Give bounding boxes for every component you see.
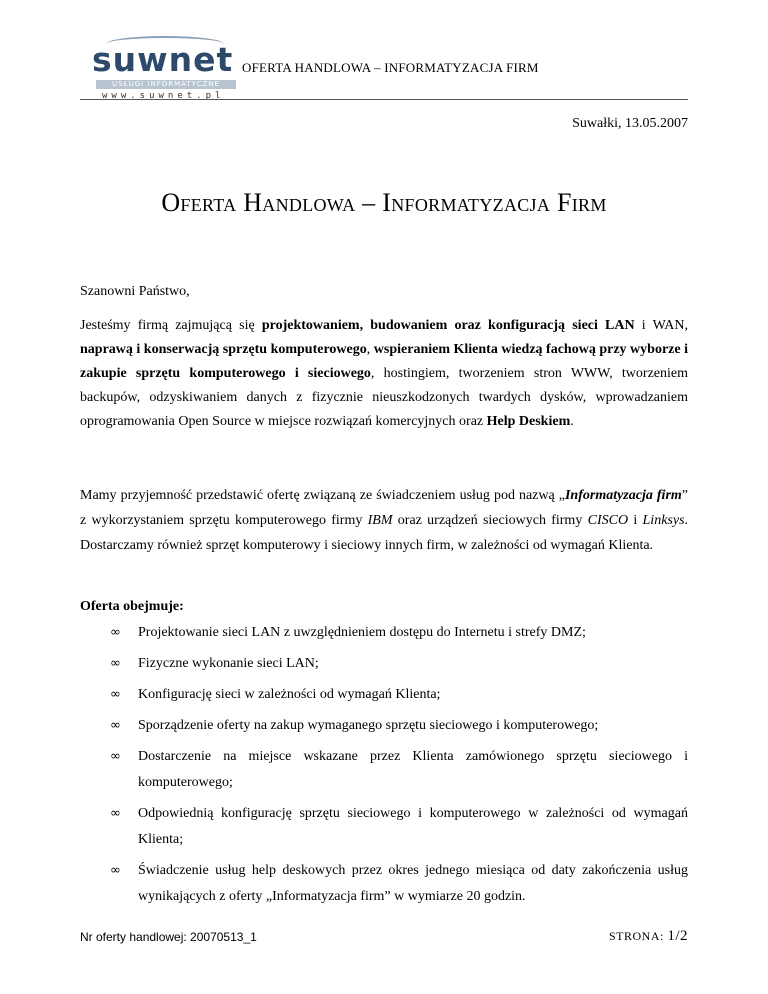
offer-description-paragraph	[80, 483, 688, 558]
offer-number: Nr oferty handlowej: 20070513_1	[80, 930, 257, 944]
document-date: Suwałki, 13.05.2007	[572, 116, 688, 131]
emphasized-text: IBM	[367, 513, 393, 528]
logo-wordmark: suwnet	[92, 42, 233, 78]
text-run: .	[570, 414, 574, 429]
emphasized-text: Help Deskiem	[486, 414, 571, 429]
text-run: Mamy przyjemność przedstawić ofertę związaną ze świadczeniem usług pod nazwą „	[80, 488, 565, 503]
intro-paragraph	[80, 314, 688, 434]
text-run: i WAN,	[634, 318, 688, 333]
text-run: oraz urządzeń sieciowych firmy	[392, 513, 588, 528]
emphasized-text: Linksys	[642, 513, 685, 528]
list-item: ∞ Świadczenie usług help deskowych przez okres jednego miesiąca od daty zakończenia usług wynikających z oferty „Informatyzacja firm” w wymiarze 20 godzin.	[80, 858, 688, 910]
emphasized-text: projektowaniem, budowaniem oraz konfiguracją sieci LAN	[261, 318, 635, 333]
text-run: ,	[366, 342, 374, 357]
logo-url: www.suwnet.pl	[102, 91, 225, 101]
infinity-bullet-icon: ∞	[110, 749, 121, 764]
page-indicator	[609, 928, 688, 945]
company-logo	[92, 40, 252, 101]
text-run: Jesteśmy firmą zajmującą się	[80, 318, 262, 333]
text-run: i	[628, 513, 643, 528]
list-item: ∞ Konfigurację sieci w zależności od wymagań Klienta;	[80, 682, 688, 708]
logo-arc-icon	[106, 36, 224, 52]
header-divider	[80, 99, 688, 100]
page-label: STRONA:	[608, 929, 664, 943]
list-item: ∞ Sporządzenie oferty na zakup wymaganego sprzętu sieciowego i komputerowego;	[80, 713, 688, 739]
page-header	[80, 38, 688, 100]
emphasized-text: wspieraniem Klienta wiedzą fachową przy wyborze i zakupie sprzętu komputerowego i sieciowego	[80, 342, 688, 381]
infinity-bullet-icon: ∞	[110, 806, 121, 821]
list-item: ∞ Fizyczne wykonanie sieci LAN;	[80, 651, 688, 677]
offer-list	[80, 620, 688, 915]
document-title: Oferta Handlowa – Informatyzacja Firm	[161, 188, 607, 217]
text-run: ” z wykorzystaniem sprzętu komputerowego firmy	[80, 488, 688, 528]
logo-subtitle: USŁUGI INFORMATYCZNE	[96, 80, 236, 89]
infinity-bullet-icon: ∞	[110, 863, 121, 878]
emphasized-text: Informatyzacja firm	[564, 488, 682, 503]
salutation: Szanowni Państwo,	[80, 284, 190, 299]
infinity-bullet-icon: ∞	[110, 625, 121, 640]
page-number: 1/2	[667, 928, 688, 944]
emphasized-text: CISCO	[587, 513, 629, 528]
offer-heading: Oferta obejmuje:	[80, 599, 184, 614]
text-run: . Dostarczamy również sprzęt komputerowy i sieciowy innych firm, w zależności od wymagań Klienta.	[80, 513, 689, 553]
infinity-bullet-icon: ∞	[110, 687, 121, 702]
list-item: ∞ Odpowiednią konfigurację sprzętu sieciowego i komputerowego w zależności od wymagań Klienta;	[80, 801, 688, 853]
emphasized-text: naprawą i konserwacją sprzętu komputerowego	[80, 342, 367, 357]
infinity-bullet-icon: ∞	[110, 656, 121, 671]
text-run: , hostingiem, tworzeniem stron WWW, tworzeniem backupów, odzyskiwaniem danych z fizycznie nieuszkodzonych twardych dysków, wprowadzaniem oprogramowania Open Source w miejsce rozwiązań komercyjnych oraz	[80, 366, 688, 429]
infinity-bullet-icon: ∞	[110, 718, 121, 733]
list-item: ∞ Projektowanie sieci LAN z uwzględnieniem dostępu do Internetu i strefy DMZ;	[80, 620, 688, 646]
list-item: ∞ Dostarczenie na miejsce wskazane przez Klienta zamówionego sprzętu sieciowego i komputerowego;	[80, 744, 688, 796]
header-title: OFERTA HANDLOWA – INFORMATYZACJA FIRM	[242, 60, 539, 75]
